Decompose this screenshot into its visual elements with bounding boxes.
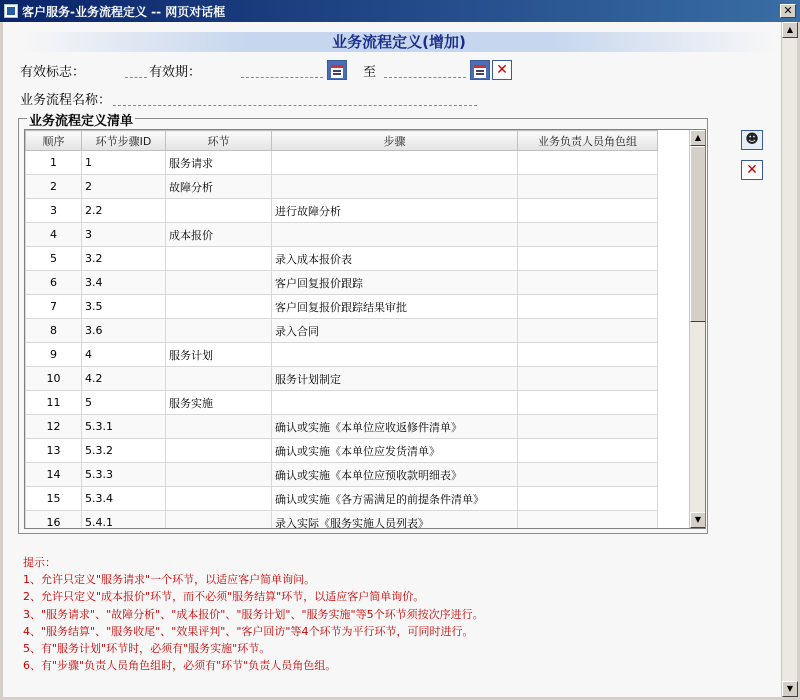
note-item: 1、允许只定义"服务请求"一个环节，以适应客户简单询问。 xyxy=(23,573,316,587)
cell-step[interactable]: 录入实际《服务实施人员列表》 xyxy=(272,511,518,530)
scroll-thumb[interactable] xyxy=(690,146,706,322)
scroll-up-icon[interactable]: ▲ xyxy=(782,22,798,38)
cell-role-group[interactable] xyxy=(518,247,658,271)
cell-step[interactable]: 确认或实施《本单位应收返修件清单》 xyxy=(272,415,518,439)
cell-step[interactable] xyxy=(272,343,518,367)
process-name-row xyxy=(20,88,477,108)
process-name-label: 业务流程名称： xyxy=(20,92,112,108)
cell-stage[interactable] xyxy=(166,271,272,295)
cell-step[interactable] xyxy=(272,223,518,247)
cell-step-id[interactable]: 5.3.1 xyxy=(82,415,166,439)
table-header-row xyxy=(26,131,658,151)
cell-step[interactable]: 客户回复报价跟踪结果审批 xyxy=(272,295,518,319)
cell-role-group[interactable] xyxy=(518,487,658,511)
cell-step[interactable] xyxy=(272,175,518,199)
cell-order[interactable]: 14 xyxy=(26,463,82,487)
cell-stage[interactable] xyxy=(166,367,272,391)
calendar-icon[interactable] xyxy=(470,60,490,80)
cell-stage[interactable]: 成本报价 xyxy=(166,223,272,247)
cell-step[interactable] xyxy=(272,391,518,415)
form-title: 业务流程定义(增加) xyxy=(23,32,775,52)
cell-order[interactable]: 3 xyxy=(26,199,82,223)
cell-role-group[interactable] xyxy=(518,463,658,487)
col-header-step-id[interactable]: 环节步骤ID xyxy=(82,131,166,151)
cell-order[interactable]: 5 xyxy=(26,247,82,271)
cell-step-id[interactable]: 2.2 xyxy=(82,199,166,223)
cell-order[interactable]: 6 xyxy=(26,271,82,295)
process-table xyxy=(25,130,658,529)
cell-step-id[interactable]: 3.4 xyxy=(82,271,166,295)
cell-role-group[interactable] xyxy=(518,319,658,343)
cell-step-id[interactable]: 2 xyxy=(82,175,166,199)
cell-order[interactable]: 1 xyxy=(26,151,82,175)
cell-step[interactable]: 确认或实施《本单位应预收款明细表》 xyxy=(272,463,518,487)
col-header-role-group[interactable]: 业务负责人员角色组 xyxy=(518,131,658,151)
grid-scrollbar[interactable] xyxy=(689,130,705,528)
process-list-group xyxy=(18,114,708,534)
note-item: 4、"服务结算"、"服务收尾"、"效果评判"、"客户回访"等4个环节为平行环节，可同时进行。 xyxy=(23,624,474,638)
table-row[interactable] xyxy=(26,463,658,487)
clear-icon[interactable]: ✕ xyxy=(492,60,512,80)
cell-step-id[interactable]: 4 xyxy=(82,343,166,367)
table-row[interactable] xyxy=(26,343,658,367)
col-header-step[interactable]: 步骤 xyxy=(272,131,518,151)
cell-stage[interactable]: 服务实施 xyxy=(166,391,272,415)
cell-step-id[interactable]: 3 xyxy=(82,223,166,247)
cell-step-id[interactable]: 5.3.3 xyxy=(82,463,166,487)
cell-step[interactable]: 确认或实施《各方需满足的前提条件清单》 xyxy=(272,487,518,511)
col-header-stage[interactable]: 环节 xyxy=(166,131,272,151)
valid-flag-field[interactable] xyxy=(125,62,147,78)
cell-step[interactable]: 录入成本报价表 xyxy=(272,247,518,271)
cell-stage[interactable] xyxy=(166,463,272,487)
note-item: 3、"服务请求"、"故障分析"、"成本报价"、"服务计划"、"服务实施"等5个环节须按次序进行。 xyxy=(23,607,484,621)
cell-order[interactable]: 9 xyxy=(26,343,82,367)
cell-role-group[interactable] xyxy=(518,415,658,439)
cell-stage[interactable]: 故障分析 xyxy=(166,175,272,199)
table-row[interactable] xyxy=(26,223,658,247)
process-grid xyxy=(24,129,706,529)
table-row[interactable] xyxy=(26,487,658,511)
cell-stage[interactable] xyxy=(166,511,272,530)
to-label: 至 xyxy=(363,64,377,80)
cell-role-group[interactable] xyxy=(518,295,658,319)
calendar-icon[interactable] xyxy=(327,60,347,80)
cell-order[interactable]: 10 xyxy=(26,367,82,391)
table-row[interactable] xyxy=(26,319,658,343)
cell-stage[interactable] xyxy=(166,295,272,319)
table-row[interactable] xyxy=(26,415,658,439)
window-close-button[interactable]: ✕ xyxy=(780,4,796,18)
cell-order[interactable]: 16 xyxy=(26,511,82,530)
cell-step[interactable]: 确认或实施《本单位应发货清单》 xyxy=(272,439,518,463)
process-name-field[interactable] xyxy=(113,90,477,106)
table-row[interactable] xyxy=(26,295,658,319)
cell-role-group[interactable] xyxy=(518,199,658,223)
cell-step[interactable]: 客户回复报价跟踪 xyxy=(272,271,518,295)
cell-step-id[interactable]: 3.6 xyxy=(82,319,166,343)
cell-step[interactable]: 服务计划制定 xyxy=(272,367,518,391)
notes-section xyxy=(23,554,484,674)
delete-icon[interactable]: ✕ xyxy=(741,160,763,180)
note-item: 2、允许只定义"成本报价"环节，而不必须"服务结算"环节，以适应客户简单询价。 xyxy=(23,590,425,604)
cell-step-id[interactable]: 3.2 xyxy=(82,247,166,271)
col-header-order[interactable]: 顺序 xyxy=(26,131,82,151)
group-legend: 业务流程定义清单 xyxy=(27,110,135,129)
valid-flag-label: 有效标志： xyxy=(20,64,86,80)
cell-order[interactable]: 8 xyxy=(26,319,82,343)
cell-order[interactable]: 11 xyxy=(26,391,82,415)
cell-step[interactable]: 进行故障分析 xyxy=(272,199,518,223)
cell-stage[interactable]: 服务计划 xyxy=(166,343,272,367)
scroll-down-icon[interactable]: ▼ xyxy=(690,512,706,528)
table-row[interactable] xyxy=(26,367,658,391)
cell-stage[interactable] xyxy=(166,199,272,223)
window-titlebar xyxy=(0,0,800,22)
cell-order[interactable]: 7 xyxy=(26,295,82,319)
cell-stage[interactable] xyxy=(166,439,272,463)
table-row[interactable] xyxy=(26,247,658,271)
cell-step-id[interactable]: 3.5 xyxy=(82,295,166,319)
note-item: 5、有"服务计划"环节时，必须有"服务实施"环节。 xyxy=(23,642,271,656)
cell-role-group[interactable] xyxy=(518,439,658,463)
cell-stage[interactable] xyxy=(166,415,272,439)
cell-role-group[interactable] xyxy=(518,511,658,530)
cell-stage[interactable] xyxy=(166,487,272,511)
note-item: 6、有"步骤"负责人员角色组时，必须有"环节"负责人员角色组。 xyxy=(23,659,337,673)
table-row[interactable] xyxy=(26,511,658,530)
valid-period-label: 有效期： xyxy=(149,64,202,80)
cell-role-group[interactable] xyxy=(518,151,658,175)
cell-stage[interactable]: 服务请求 xyxy=(166,151,272,175)
cell-role-group[interactable] xyxy=(518,271,658,295)
cell-step[interactable]: 录入合同 xyxy=(272,319,518,343)
window-title: 客户服务-业务流程定义 -- 网页对话框 xyxy=(22,4,226,19)
window-scrollbar[interactable] xyxy=(781,22,797,697)
cell-step-id[interactable]: 5 xyxy=(82,391,166,415)
cell-step-id[interactable]: 5.3.2 xyxy=(82,439,166,463)
app-icon xyxy=(4,4,18,18)
cell-order[interactable]: 4 xyxy=(26,223,82,247)
valid-period-start-field[interactable] xyxy=(241,62,323,78)
scroll-up-icon[interactable]: ▲ xyxy=(690,130,706,146)
notes-title: 提示： xyxy=(23,556,56,569)
cell-role-group[interactable] xyxy=(518,367,658,391)
table-row[interactable] xyxy=(26,439,658,463)
table-row[interactable] xyxy=(26,271,658,295)
table-row[interactable] xyxy=(26,175,658,199)
cell-role-group[interactable] xyxy=(518,391,658,415)
table-row[interactable] xyxy=(26,151,658,175)
dialog-client xyxy=(3,22,797,697)
cell-order[interactable]: 15 xyxy=(26,487,82,511)
cell-role-group[interactable] xyxy=(518,223,658,247)
scroll-down-icon[interactable]: ▼ xyxy=(782,681,798,697)
table-row[interactable] xyxy=(26,199,658,223)
cell-role-group[interactable] xyxy=(518,175,658,199)
cell-step-id[interactable]: 1 xyxy=(82,151,166,175)
valid-row xyxy=(20,60,512,80)
cell-role-group[interactable] xyxy=(518,343,658,367)
add-user-icon[interactable]: ☻ xyxy=(741,130,763,150)
cell-step[interactable] xyxy=(272,151,518,175)
valid-period-end-field[interactable] xyxy=(384,62,466,78)
cell-step-id[interactable]: 4.2 xyxy=(82,367,166,391)
cell-stage[interactable] xyxy=(166,319,272,343)
cell-step-id[interactable]: 5.3.4 xyxy=(82,487,166,511)
cell-order[interactable]: 2 xyxy=(26,175,82,199)
cell-order[interactable]: 12 xyxy=(26,415,82,439)
table-row[interactable] xyxy=(26,391,658,415)
cell-order[interactable]: 13 xyxy=(26,439,82,463)
cell-stage[interactable] xyxy=(166,247,272,271)
cell-step-id[interactable]: 5.4.1 xyxy=(82,511,166,530)
